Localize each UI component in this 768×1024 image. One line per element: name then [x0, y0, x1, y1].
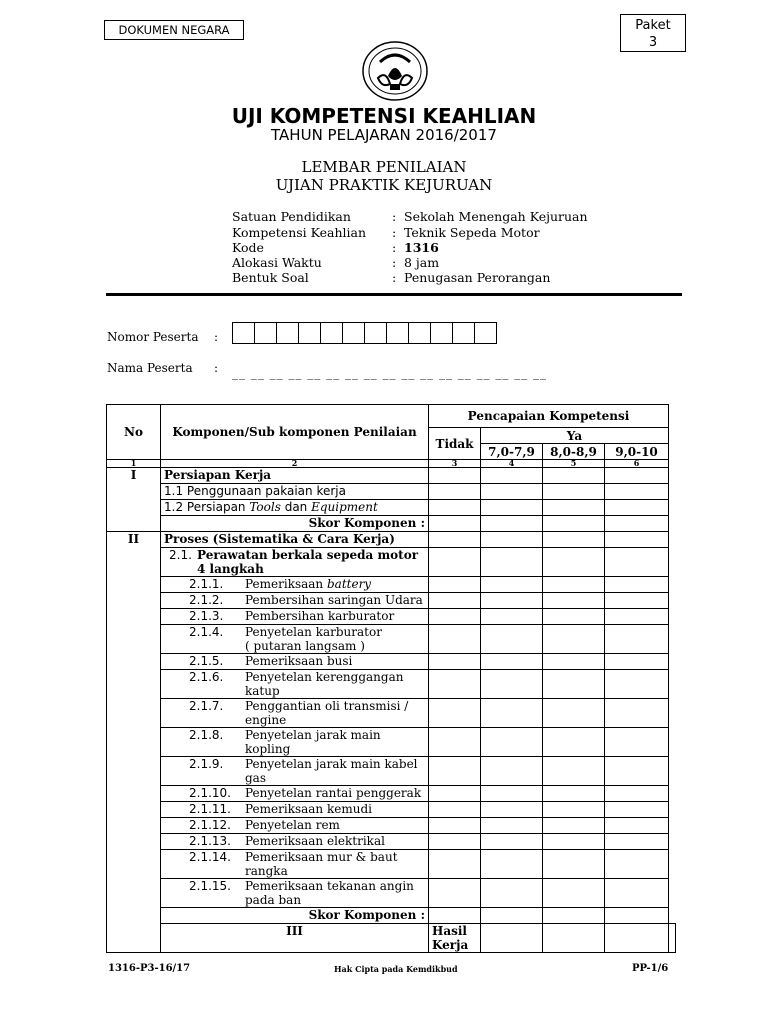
digit-box[interactable] [453, 323, 475, 343]
info-value: Penugasan Perorangan [404, 270, 551, 285]
score-cell[interactable] [481, 516, 543, 532]
score-cell[interactable] [481, 532, 543, 548]
tut-wuri-handayani-logo [360, 40, 430, 102]
score-cell[interactable] [481, 818, 543, 834]
section-number: I [107, 468, 161, 532]
info-value: Teknik Sepeda Motor [404, 225, 540, 240]
item-text-italic: Tools [249, 500, 281, 514]
digit-box[interactable] [277, 323, 299, 343]
score-cell[interactable] [543, 609, 605, 625]
score-cell[interactable] [429, 516, 481, 532]
score-cell[interactable] [481, 625, 543, 654]
col-header-tidak: Tidak [429, 428, 481, 460]
item-label [161, 728, 429, 757]
score-cell[interactable] [605, 654, 669, 670]
digit-box[interactable] [299, 323, 321, 343]
nomor-peserta-colon: : [214, 330, 219, 344]
item-label: 1.1 Penggunaan pakaian kerja [161, 484, 429, 500]
score-cell[interactable] [429, 654, 481, 670]
score-cell[interactable] [429, 500, 481, 516]
score-cell[interactable] [429, 879, 481, 908]
score-cell[interactable] [543, 699, 605, 728]
score-cell[interactable] [429, 818, 481, 834]
info-value: Sekolah Menengah Kejuruan [404, 209, 588, 224]
score-cell[interactable] [481, 670, 543, 699]
item-number: 2.1.2. [189, 593, 224, 607]
col-header-ya: Ya [481, 428, 669, 444]
nama-peserta-colon: : [214, 361, 219, 375]
footer-page-number: PP-1/6 [632, 963, 669, 974]
item-number: 2.1.7. [189, 699, 224, 713]
table-row [107, 548, 676, 577]
item-text: engine [245, 713, 287, 727]
col-number: 6 [605, 460, 669, 468]
score-cell[interactable] [481, 468, 543, 484]
header-divider [106, 293, 682, 296]
item-label [161, 879, 429, 908]
digit-box[interactable] [255, 323, 277, 343]
item-text: Pemeriksaan tekanan angin [245, 879, 414, 893]
score-cell[interactable] [429, 786, 481, 802]
column-number-row [107, 460, 676, 468]
item-label [161, 625, 429, 654]
score-cell[interactable] [429, 548, 481, 577]
info-colon: : [392, 225, 397, 240]
score-cell[interactable] [481, 834, 543, 850]
score-cell[interactable] [481, 908, 543, 924]
item-label [161, 834, 429, 850]
subsection-title [161, 548, 429, 577]
score-cell[interactable] [605, 802, 669, 818]
col-number: 2 [161, 460, 429, 468]
score-cell[interactable] [481, 484, 543, 500]
score-cell[interactable] [429, 577, 481, 593]
score-cell[interactable] [481, 654, 543, 670]
item-label [161, 802, 429, 818]
score-cell[interactable] [543, 484, 605, 500]
form-title: LEMBAR PENILAIAN [301, 158, 467, 176]
table-row [107, 699, 676, 728]
score-cell[interactable] [543, 625, 605, 654]
exam-type-title: UJIAN PRAKTIK KEJURUAN [275, 176, 493, 194]
item-label [161, 609, 429, 625]
info-row-alokasi [232, 255, 440, 270]
item-text: ( putaran langsam ) [245, 639, 365, 653]
col-number: 4 [481, 460, 543, 468]
exam-title: UJI KOMPETENSI KEAHLIAN [231, 104, 537, 128]
info-colon: : [392, 240, 397, 255]
score-cell[interactable] [543, 670, 605, 699]
digit-box[interactable] [387, 323, 409, 343]
item-text: Penggantian oli transmisi / [245, 699, 409, 713]
item-label [161, 786, 429, 802]
subsection-text: Perawatan berkala sepeda motor [197, 548, 419, 562]
score-cell[interactable] [543, 818, 605, 834]
item-text: Penyetelan rem [245, 818, 340, 832]
col-header-range-3: 9,0-10 [605, 444, 669, 460]
item-text-italic: Equipment [311, 500, 378, 514]
score-cell[interactable] [605, 818, 669, 834]
score-cell[interactable] [543, 834, 605, 850]
table-row [107, 532, 676, 548]
score-cell[interactable] [429, 625, 481, 654]
item-text: Pembersihan karburator [245, 609, 395, 623]
score-cell[interactable] [429, 593, 481, 609]
item-number: 2.1.5. [189, 654, 224, 668]
score-cell[interactable] [543, 786, 605, 802]
table-row [107, 625, 676, 654]
score-cell[interactable] [481, 699, 543, 728]
table-row [107, 850, 676, 879]
item-number: 2.1.3. [189, 609, 224, 623]
score-cell[interactable] [605, 834, 669, 850]
section-number: II [107, 532, 161, 953]
document-classification-label: DOKUMEN NEGARA [104, 20, 244, 40]
item-label [161, 654, 429, 670]
table-row [107, 818, 676, 834]
table-row [107, 802, 676, 818]
item-number: 2.1.13. [189, 834, 231, 848]
score-cell[interactable] [481, 548, 543, 577]
item-number: 2.1.10. [189, 786, 231, 800]
digit-box[interactable] [409, 323, 431, 343]
table-row [107, 468, 676, 484]
item-text: Penyetelan rantai penggerak [245, 786, 422, 800]
item-label [161, 500, 429, 516]
digit-box[interactable] [475, 323, 496, 343]
score-cell[interactable] [543, 802, 605, 818]
footer-copyright: Hak Cipta pada Kemdikbud [334, 964, 458, 974]
info-label: Kompetensi Keahlian [232, 225, 367, 240]
score-cell[interactable] [605, 670, 669, 699]
score-cell[interactable] [429, 699, 481, 728]
score-cell[interactable] [543, 908, 605, 924]
info-row-bentuk [232, 270, 551, 285]
item-text: kopling [245, 742, 291, 756]
table-row [107, 654, 676, 670]
info-label: Alokasi Waktu [232, 255, 322, 270]
score-cell[interactable] [481, 757, 543, 786]
nomor-peserta-boxes[interactable] [232, 322, 497, 344]
score-cell[interactable] [605, 786, 669, 802]
score-cell[interactable] [481, 593, 543, 609]
item-number: 2.1.12. [189, 818, 231, 832]
info-value: 8 jam [404, 255, 440, 270]
item-number: 2.1.1. [189, 577, 224, 591]
score-cell[interactable] [429, 834, 481, 850]
score-cell[interactable] [429, 728, 481, 757]
score-cell[interactable] [605, 577, 669, 593]
info-colon: : [392, 209, 397, 224]
score-cell[interactable] [429, 850, 481, 879]
col-header-range-2: 8,0-8,9 [543, 444, 605, 460]
item-text: Pemeriksaan elektrikal [245, 834, 385, 848]
item-number: 2.1.8. [189, 728, 224, 742]
footer-document-code: 1316-P3-16/17 [108, 963, 191, 974]
score-cell[interactable] [543, 924, 605, 953]
nomor-peserta-label: Nomor Peserta [107, 330, 199, 344]
item-label [161, 850, 429, 879]
score-cell[interactable] [605, 593, 669, 609]
score-cell[interactable] [543, 500, 605, 516]
item-text: Pemeriksaan kemudi [245, 802, 372, 816]
nama-peserta-label: Nama Peserta [107, 361, 193, 375]
score-cell[interactable] [429, 484, 481, 500]
score-cell[interactable] [429, 802, 481, 818]
table-row [107, 500, 676, 516]
score-cell[interactable] [605, 699, 669, 728]
assessment-table [106, 404, 676, 953]
score-cell[interactable] [605, 548, 669, 577]
table-row [107, 879, 676, 908]
item-text: dan [280, 500, 312, 514]
item-text: Pemeriksaan mur & baut [245, 850, 398, 864]
skor-komponen-label: Skor Komponen : [161, 516, 429, 532]
score-cell[interactable] [669, 924, 676, 953]
digit-box[interactable] [431, 323, 453, 343]
table-row [107, 577, 676, 593]
item-label [161, 593, 429, 609]
item-number: 2.1.14. [189, 850, 231, 864]
score-cell[interactable] [543, 593, 605, 609]
score-cell[interactable] [481, 786, 543, 802]
col-header-range-1: 7,0-7,9 [481, 444, 543, 460]
item-text: gas [245, 771, 266, 785]
score-cell[interactable] [605, 468, 669, 484]
score-cell[interactable] [481, 879, 543, 908]
col-header-komponen: Komponen/Sub komponen Penilaian [161, 405, 429, 460]
section-title: Hasil Kerja [429, 924, 481, 953]
score-cell[interactable] [481, 924, 543, 953]
table-row [107, 908, 676, 924]
item-text: Penyetelan jarak main kabel [245, 757, 418, 771]
item-label [161, 670, 429, 699]
info-label: Bentuk Soal [232, 270, 309, 285]
score-cell[interactable] [543, 654, 605, 670]
item-text: Pemeriksaan busi [245, 654, 353, 668]
item-text-italic: battery [326, 577, 372, 591]
item-text: Pemeriksaan [245, 577, 327, 591]
col-header-no: No [107, 405, 161, 460]
item-text: Penyetelan karburator [245, 625, 382, 639]
table-row [107, 609, 676, 625]
item-number: 2.1.15. [189, 879, 231, 893]
item-text: 1.2 Persiapan [164, 500, 250, 514]
score-cell[interactable] [543, 728, 605, 757]
col-number: 5 [543, 460, 605, 468]
table-row [107, 516, 676, 532]
digit-box[interactable] [365, 323, 387, 343]
skor-komponen-label: Skor Komponen : [161, 908, 429, 924]
nama-peserta-line[interactable]: __ __ __ __ __ __ __ __ __ __ __ __ __ __ __ __ __ [232, 366, 548, 380]
score-cell[interactable] [481, 500, 543, 516]
item-text: Penyetelan kerenggangan [245, 670, 404, 684]
score-cell[interactable] [481, 577, 543, 593]
score-cell[interactable] [605, 516, 669, 532]
score-cell[interactable] [429, 609, 481, 625]
table-row [107, 924, 676, 953]
item-text: rangka [245, 864, 288, 878]
score-cell[interactable] [543, 468, 605, 484]
item-label [161, 577, 429, 593]
paket-number: 3 [648, 35, 658, 50]
info-row-kompetensi [232, 225, 540, 240]
academic-year: TAHUN PELAJARAN 2016/2017 [271, 126, 497, 144]
section-number: III [161, 924, 429, 953]
item-number: 2.1.4. [189, 625, 224, 639]
info-value: 1316 [404, 240, 439, 255]
item-label [161, 818, 429, 834]
table-row [107, 834, 676, 850]
item-text: pada ban [245, 893, 302, 907]
item-number: 2.1.9. [189, 757, 224, 771]
score-cell[interactable] [605, 500, 669, 516]
item-number: 2.1.6. [189, 670, 224, 684]
col-number: 1 [107, 460, 161, 468]
score-cell[interactable] [605, 609, 669, 625]
score-cell[interactable] [429, 670, 481, 699]
paket-box [620, 14, 686, 52]
table-row [107, 670, 676, 699]
score-cell[interactable] [605, 924, 669, 953]
item-label [161, 699, 429, 728]
section-title: Proses (Sistematika & Cara Kerja) [161, 532, 429, 548]
paket-label: Paket [635, 18, 671, 33]
score-cell[interactable] [481, 728, 543, 757]
score-cell[interactable] [605, 908, 669, 924]
item-number: 2.1.11. [189, 802, 231, 816]
digit-box[interactable] [321, 323, 343, 343]
info-row-satuan [232, 209, 588, 224]
item-text: katup [245, 684, 280, 698]
score-cell[interactable] [481, 609, 543, 625]
score-cell[interactable] [605, 850, 669, 879]
info-label: Satuan Pendidikan [232, 209, 351, 224]
digit-box[interactable] [233, 323, 255, 343]
score-cell[interactable] [543, 850, 605, 879]
col-header-pencapaian: Pencapaian Kompetensi [429, 405, 669, 428]
score-cell[interactable] [605, 484, 669, 500]
score-cell[interactable] [605, 879, 669, 908]
score-cell[interactable] [543, 577, 605, 593]
item-label [161, 757, 429, 786]
score-cell[interactable] [605, 728, 669, 757]
subsection-text: 4 langkah [197, 562, 264, 576]
info-label: Kode [232, 240, 264, 255]
info-colon: : [392, 255, 397, 270]
col-number: 3 [429, 460, 481, 468]
score-cell[interactable] [429, 532, 481, 548]
digit-box[interactable] [343, 323, 365, 343]
score-cell[interactable] [481, 802, 543, 818]
table-row [107, 786, 676, 802]
score-cell[interactable] [481, 850, 543, 879]
score-cell[interactable] [429, 468, 481, 484]
score-cell[interactable] [605, 625, 669, 654]
score-cell[interactable] [429, 757, 481, 786]
section-title: Persiapan Kerja [161, 468, 429, 484]
info-row-kode [232, 240, 439, 255]
item-text: Penyetelan jarak main [245, 728, 381, 742]
score-cell[interactable] [429, 908, 481, 924]
score-cell[interactable] [605, 532, 669, 548]
table-row [107, 593, 676, 609]
table-row [107, 484, 676, 500]
score-cell[interactable] [605, 757, 669, 786]
subsection-number: 2.1. [169, 548, 192, 562]
score-cell[interactable] [543, 548, 605, 577]
score-cell[interactable] [543, 757, 605, 786]
score-cell[interactable] [543, 879, 605, 908]
score-cell[interactable] [543, 516, 605, 532]
info-colon: : [392, 270, 397, 285]
score-cell[interactable] [543, 532, 605, 548]
table-row [107, 757, 676, 786]
table-row [107, 728, 676, 757]
item-text: Pembersihan saringan Udara [245, 593, 423, 607]
